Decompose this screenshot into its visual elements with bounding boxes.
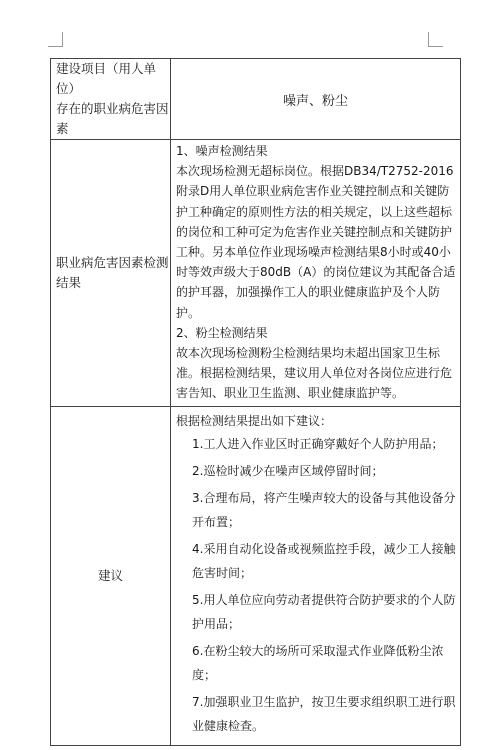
advice-content	[171, 406, 461, 745]
advice-item: 4.采用自动化设备或视频监控手段，减少工人接触危害时间；	[192, 541, 456, 580]
noise-heading: 1、噪声检测结果	[176, 144, 268, 158]
advice-item: 7.加强职业卫生监护，按卫生要求组织职工进行职业健康检查。	[192, 694, 456, 733]
advice-intro: 根据检测结果提出如下建议：	[176, 413, 333, 428]
occupational-hazard-table	[50, 58, 461, 746]
advice-row	[51, 406, 461, 745]
header-left-line1: 建设项目（用人单位）	[56, 61, 157, 96]
hazard-factors-cell: 噪声、粉尘	[171, 59, 461, 140]
header-left-cell	[51, 59, 171, 140]
noise-text: 本次现场检测无超标岗位。根据DB34/T2752-2016附录D用人单位职业病危害作业关键控制点和关键防护工种确定的原则性方法的相关规定，以上这些超标的岗位和工种可定为危害作业关键控制点和关键防护工种。另本单位作业现场噪声检测结果8小时或40小时等效声级大于80dB（A）的岗位建议为其配备合适的护耳器，加强操作工人的职业健康监护及个人防护。	[176, 164, 456, 320]
advice-item: 5.用人单位应向劳动者提供符合防护要求的个人防护用品；	[192, 592, 456, 631]
advice-label: 建议	[51, 406, 171, 745]
header-row	[51, 59, 461, 140]
advice-item: 3.合理布局，将产生噪声较大的设备与其他设备分开布置；	[192, 490, 456, 529]
results-label: 职业病危害因素检测结果	[51, 140, 171, 407]
advice-item: 6.在粉尘较大的场所可采取湿式作业降低粉尘浓度；	[192, 643, 444, 682]
dust-text: 故本次现场检测粉尘检测结果均未超出国家卫生标准。根据检测结果，建议用人单位对各岗位应进行危害告知、职业卫生监测、职业健康监护等。	[176, 346, 453, 401]
crop-mark-top-right	[428, 32, 443, 47]
header-left-line2: 存在的职业病危害因素	[56, 101, 169, 136]
advice-item: 2.巡检时减少在噪声区域停留时间；	[192, 463, 384, 478]
results-content	[171, 140, 461, 407]
advice-item: 1.工人进入作业区时正确穿戴好个人防护用品；	[192, 436, 444, 451]
results-row	[51, 140, 461, 407]
dust-heading: 2、粉尘检测结果	[176, 325, 268, 340]
crop-mark-top-left	[48, 32, 63, 47]
